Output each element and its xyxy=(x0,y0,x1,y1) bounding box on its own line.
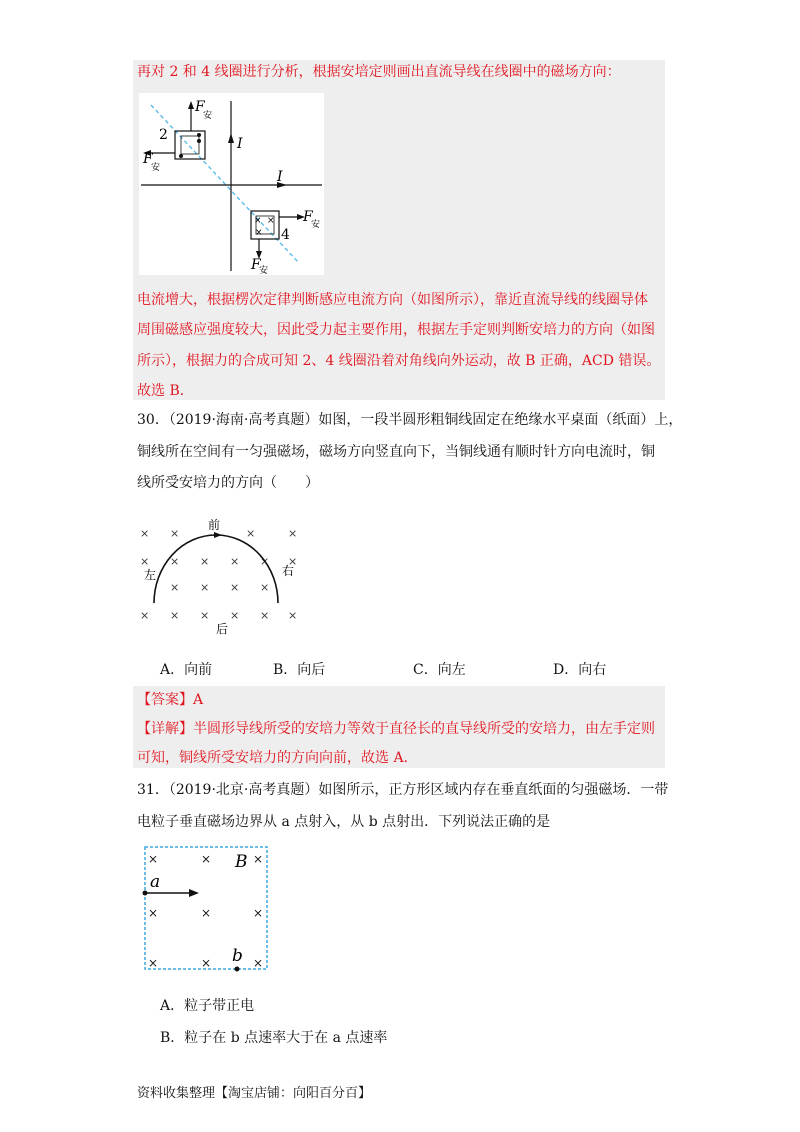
q30-option-d[interactable]: D．向右 xyxy=(553,662,607,678)
svg-text:×: × xyxy=(148,852,159,866)
svg-text:×: × xyxy=(230,555,240,568)
label-front: 前 xyxy=(208,518,221,532)
svg-text:×: × xyxy=(140,609,150,622)
svg-text:×: × xyxy=(201,852,212,866)
svg-text:×: × xyxy=(148,956,159,970)
svg-text:F: F xyxy=(251,257,261,273)
q30-detail-1: 【详解】半圆形导线所受的安培力等效于直径长的直导线所受的安培力，由左手定则 xyxy=(137,721,655,737)
label-back: 后 xyxy=(216,622,229,636)
answer-tag: 【答案】 xyxy=(137,692,193,708)
figure-square-field xyxy=(141,843,271,973)
label-b: b xyxy=(232,946,243,966)
point-b xyxy=(235,967,240,972)
svg-text:×: × xyxy=(267,216,275,226)
solution-line-3: 周围磁感应强度较大，因此受力起主要作用，根据左手定则判断安培力的方向（如图 xyxy=(137,322,655,338)
solution-line-5: 故选 B． xyxy=(137,383,194,399)
q30-line-1: 30．（2019·海南·高考真题）如图，一段半圆形粗铜线固定在绝缘水平桌面（纸面）上， xyxy=(137,412,683,428)
svg-text:×: × xyxy=(200,609,210,622)
svg-text:安: 安 xyxy=(311,220,321,230)
svg-text:×: × xyxy=(140,527,150,540)
svg-text:×: × xyxy=(140,555,150,568)
svg-text:×: × xyxy=(288,609,298,622)
svg-text:×: × xyxy=(288,555,298,568)
current-label-vertical: I xyxy=(237,136,243,152)
solution-line-4: 所示），根据力的合成可知 2、4 线圈沿着对角线向外运动，故 B 正确，ACD 错误。 xyxy=(137,353,661,369)
q30-detail-2: 可知，铜线所受安培力的方向向前，故选 A. xyxy=(137,750,409,766)
svg-text:×: × xyxy=(253,852,264,866)
q31-option-b[interactable]: B．粒子在 b 点速率大于在 a 点速率 xyxy=(160,1030,388,1046)
detail-tag: 【详解】 xyxy=(137,721,193,737)
q30-answer xyxy=(137,690,203,710)
svg-text:×: × xyxy=(200,581,210,594)
svg-text:×: × xyxy=(288,527,298,540)
svg-text:×: × xyxy=(201,956,212,970)
svg-text:安: 安 xyxy=(151,163,161,173)
svg-text:×: × xyxy=(260,581,270,594)
svg-text:×: × xyxy=(253,956,264,970)
label-B: B xyxy=(235,852,248,872)
label-left: 左 xyxy=(144,568,157,582)
svg-text:×: × xyxy=(230,609,240,622)
field-marks xyxy=(140,527,297,622)
svg-text:安: 安 xyxy=(203,111,213,121)
svg-text:×: × xyxy=(246,527,256,540)
svg-text:×: × xyxy=(170,581,180,594)
svg-text:×: × xyxy=(148,906,159,920)
q30-option-c[interactable]: C．向左 xyxy=(413,662,466,678)
q30-line-2: 铜线所在空间有一匀强磁场，磁场方向竖直向下，当铜线通有顺时针方向电流时，铜 xyxy=(137,444,655,460)
label-a: a xyxy=(150,872,161,892)
svg-text:×: × xyxy=(170,527,180,540)
solution-line-1: 再对 2 和 4 线圈进行分析，根据安培定则画出直流导线在线圈中的磁场方向： xyxy=(137,64,621,80)
solution-line-2: 电流增大，根据楞次定律判断感应电流方向（如图所示），靠近直流导线的线圈导体 xyxy=(137,292,648,308)
coil-4-label: 4 xyxy=(281,227,290,243)
svg-text:安: 安 xyxy=(259,266,269,275)
svg-text:×: × xyxy=(200,555,210,568)
q30-line-3: 线所受安培力的方向（ ） xyxy=(137,475,319,491)
svg-text:F: F xyxy=(143,151,153,167)
q31-option-a[interactable]: A．粒子带正电 xyxy=(160,998,255,1014)
footer: 资料收集整理【淘宝店铺：向阳百分百】 xyxy=(137,1086,372,1101)
q30-option-a[interactable]: A．向前 xyxy=(160,662,213,678)
svg-text:F: F xyxy=(303,209,313,225)
svg-text:×: × xyxy=(260,555,270,568)
svg-text:×: × xyxy=(170,555,180,568)
q31-line-1: 31．（2019·北京·高考真题）如图所示，正方形区域内存在垂直纸面的匀强磁场．一带 xyxy=(137,782,669,798)
q31-line-2: 电粒子垂直磁场边界从 a 点射入，从 b 点射出．下列说法正确的是 xyxy=(137,814,551,830)
svg-text:×: × xyxy=(201,906,212,920)
q30-option-b[interactable]: B．向后 xyxy=(273,662,326,678)
svg-text:×: × xyxy=(170,609,180,622)
svg-text:×: × xyxy=(230,581,240,594)
svg-text:×: × xyxy=(255,228,263,238)
svg-text:×: × xyxy=(260,609,270,622)
answer-value: A xyxy=(193,692,204,708)
figure-semicircle-wire xyxy=(136,513,306,639)
svg-text:F: F xyxy=(195,99,205,115)
label-right: 右 xyxy=(282,564,295,578)
figure-coils-wire xyxy=(139,93,324,275)
svg-text:×: × xyxy=(253,906,264,920)
current-label-horizontal: I xyxy=(277,169,283,185)
svg-text:×: × xyxy=(254,216,262,226)
coil-2-label: 2 xyxy=(159,127,168,143)
